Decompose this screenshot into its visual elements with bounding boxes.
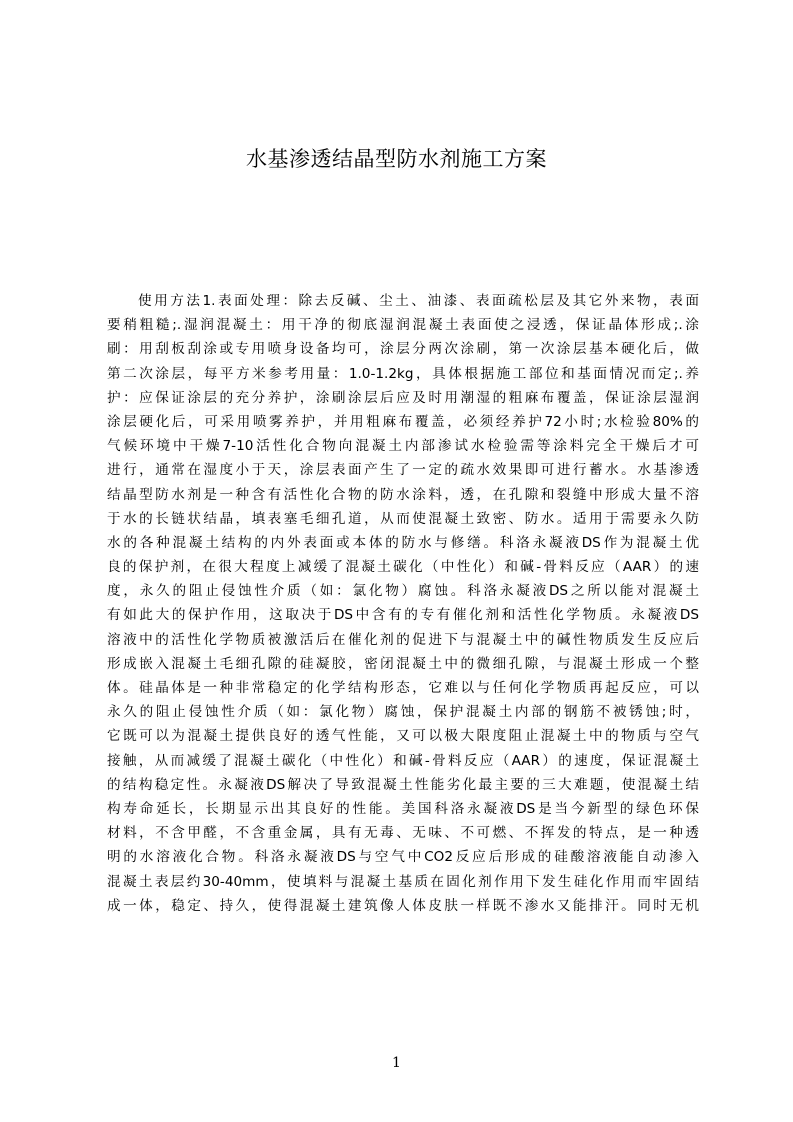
text-line: 气候环境中干燥7-10活性化合物向混凝土内部渗试水检验需等涂料完全干燥后才可 [107,438,699,455]
text-line: 材料，不含甲醛，不含重金属，具有无毒、无味、不可燃、不挥发的特点，是一种透 [107,825,699,842]
text-line: 有如此大的保护作用，这取决于DS中含有的专有催化剂和活性化学物质。永凝液DS [107,607,699,624]
text-line: 永久的阻止侵蚀性介质（如：氯化物）腐蚀，保护混凝土内部的钢筋不被锈蚀;时， [107,704,699,721]
text-line: 水的各种混凝土结构的内外表面或本体的防水与修缮。科洛永凝液DS作为混凝土优 [107,534,699,551]
text-line: 第二次涂层，每平方米参考用量：1.0-1.2kg，具体根据施工部位和基面情况而定;.养 [107,365,699,382]
text-line: 它既可以为混凝土提供良好的透气性能，又可以极大限度阻止混凝土中的物质与空气 [107,728,699,745]
text-line: 的结构稳定性。永凝液DS解决了导致混凝土性能劣化最主要的三大难题，使混凝土结 [107,776,699,793]
text-line: 体。硅晶体是一种非常稳定的化学结构形态，它难以与任何化学物质再起反应，可以 [107,680,699,696]
text-line: 成一体，稳定、持久，使得混凝土建筑像人体皮肤一样既不渗水又能排汗。同时无机 [107,897,699,914]
text-line: 于水的长链状结晶，填表塞毛细孔道，从而使混凝土致密、防水。适用于需要永久防 [107,510,699,527]
text-line: 刷：用刮板刮涂或专用喷身设备均可，涂层分两次涂刷，第一次涂层基本硬化后，做 [107,341,699,358]
page-title: 水基渗透结晶型防水剂施工方案 [246,147,547,171]
text-line: 良的保护剂，在很大程度上减缓了混凝土碳化（中性化）和碱-骨料反应（AAR）的速 [107,559,699,576]
text-line: 结晶型防水剂是一种含有活性化合物的防水涂料，透，在孔隙和裂缝中形成大量不溶 [107,486,699,503]
text-line: 护：应保证涂层的充分养护，涂刷涂层后应及时用潮湿的粗麻布覆盖，保证涂层湿润 [107,389,699,406]
text-line: 要稍粗糙;.湿润混凝土：用干净的彻底湿润混凝土表面使之浸透，保证晶体形成;.涂 [107,317,699,334]
text-line: 构寿命延长，长期显示出其良好的性能。美国科洛永凝液DS是当今新型的绿色环保 [107,800,699,817]
text-line: 涂层硬化后，可采用喷雾养护，并用粗麻布覆盖，必须经养护72小时;水检验80%的 [107,413,699,430]
text-line: 度，永久的阻止侵蚀性介质（如：氯化物）腐蚀。科洛永凝液DS之所以能对混凝土 [107,583,699,600]
text-line: 进行，通常在湿度小于天，涂层表面产生了一定的疏水效果即可进行蓄水。水基渗透 [107,462,699,479]
text-line: 接触，从而减缓了混凝土碳化（中性化）和碱-骨料反应（AAR）的速度，保证混凝土 [107,752,699,769]
text-line: 明的水溶液化合物。科洛永凝液DS与空气中CO2反应后形成的硅酸溶液能自动渗入 [107,849,699,866]
text-line: 溶液中的活性化学物质被激活后在催化剂的促进下与混凝土中的碱性物质发生反应后 [107,631,699,648]
text-line: 使用方法1.表面处理：除去反碱、尘土、油漆、表面疏松层及其它外来物，表面 [138,293,699,309]
body-paragraph [107,289,699,918]
text-line: 形成嵌入混凝土毛细孔隙的硅凝胶，密闭混凝土中的微细孔隙，与混凝土形成一个整 [107,655,699,672]
page-number: 1 [392,1055,401,1071]
text-line: 混凝土表层约30-40mm，使填料与混凝土基质在固化剂作用下发生硅化作用而牢固结 [107,873,699,890]
